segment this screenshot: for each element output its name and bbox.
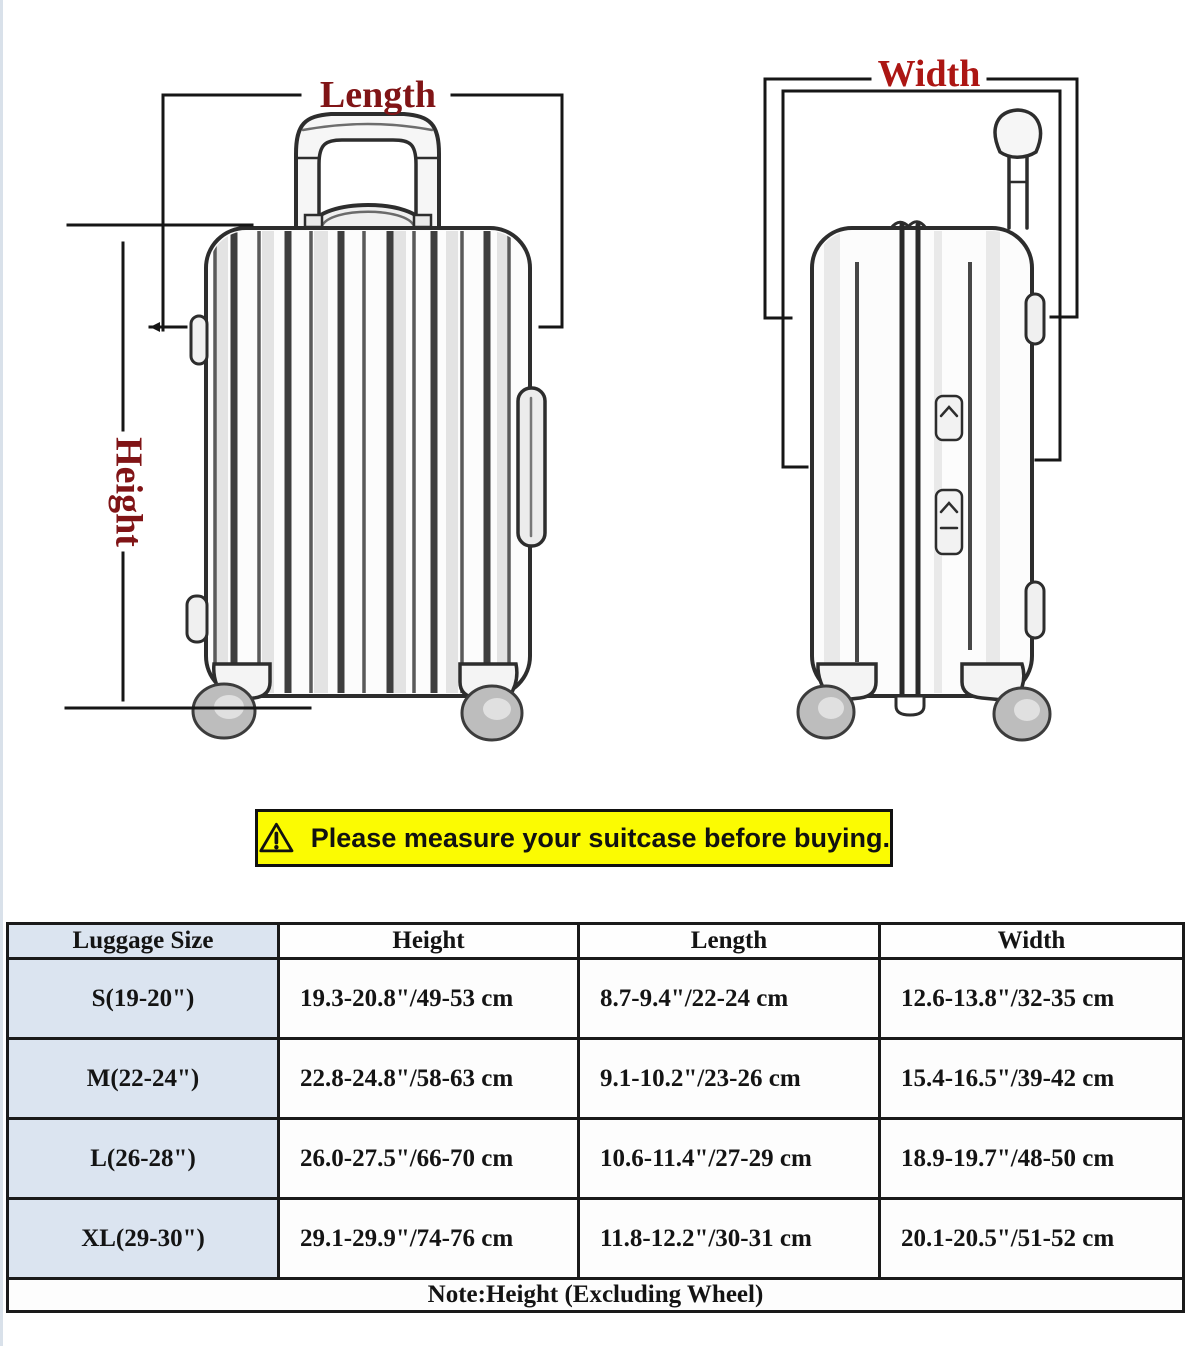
- header-width: Width: [880, 924, 1184, 959]
- front-left-upper-fitting: [191, 316, 207, 364]
- width-label: Width: [877, 53, 981, 95]
- table-row-m: [8, 1039, 1184, 1119]
- height-cell: 19.3-20.8"/49-53 cm: [279, 959, 579, 1039]
- side-right-upper-fitting: [1026, 294, 1044, 344]
- luggage-size-table: [6, 922, 1185, 1313]
- table-note: Note:Height (Excluding Wheel): [8, 1279, 1184, 1312]
- size-cell: M(22-24"): [8, 1039, 279, 1119]
- size-cell: S(19-20"): [8, 959, 279, 1039]
- height-label: Height: [107, 437, 150, 547]
- width-cell: 20.1-20.5"/51-52 cm: [880, 1199, 1184, 1279]
- length-label: Length: [319, 74, 437, 116]
- warning-banner: [255, 809, 893, 867]
- height-cell: 29.1-29.9"/74-76 cm: [279, 1199, 579, 1279]
- length-cell: 10.6-11.4"/27-29 cm: [579, 1119, 880, 1199]
- length-cell: 11.8-12.2"/30-31 cm: [579, 1199, 880, 1279]
- suitcase-front-illustration: [187, 114, 545, 740]
- front-right-wheel: [460, 664, 522, 740]
- width-cell: 12.6-13.8"/32-35 cm: [880, 959, 1184, 1039]
- side-right-wheel: [962, 664, 1050, 740]
- side-trolley-pole: [995, 110, 1040, 228]
- header-length: Length: [579, 924, 880, 959]
- size-cell: XL(29-30"): [8, 1199, 279, 1279]
- table-row-xl: [8, 1199, 1184, 1279]
- length-cell: 8.7-9.4"/22-24 cm: [579, 959, 880, 1039]
- width-cell: 18.9-19.7"/48-50 cm: [880, 1119, 1184, 1199]
- front-left-wheel: [193, 664, 270, 738]
- header-luggage-size: Luggage Size: [8, 924, 279, 959]
- length-cell: 9.1-10.2"/23-26 cm: [579, 1039, 880, 1119]
- front-left-lower-fitting: [187, 596, 207, 642]
- front-side-grip: [518, 388, 545, 546]
- side-right-lower-fitting: [1026, 582, 1044, 638]
- width-cell: 15.4-16.5"/39-42 cm: [880, 1039, 1184, 1119]
- table-header-row: [8, 924, 1184, 959]
- front-body-shell: [206, 228, 530, 696]
- warning-icon: [258, 820, 295, 856]
- table-row-s: [8, 959, 1184, 1039]
- warning-text: Please measure your suitcase before buying.: [310, 822, 890, 853]
- size-cell: L(26-28"): [8, 1119, 279, 1199]
- height-cell: 26.0-27.5"/66-70 cm: [279, 1119, 579, 1199]
- table-note-row: [8, 1279, 1184, 1312]
- header-height: Height: [279, 924, 579, 959]
- height-cell: 22.8-24.8"/58-63 cm: [279, 1039, 579, 1119]
- side-left-wheel: [798, 664, 876, 738]
- table-row-l: [8, 1119, 1184, 1199]
- suitcase-side-illustration: [798, 110, 1050, 740]
